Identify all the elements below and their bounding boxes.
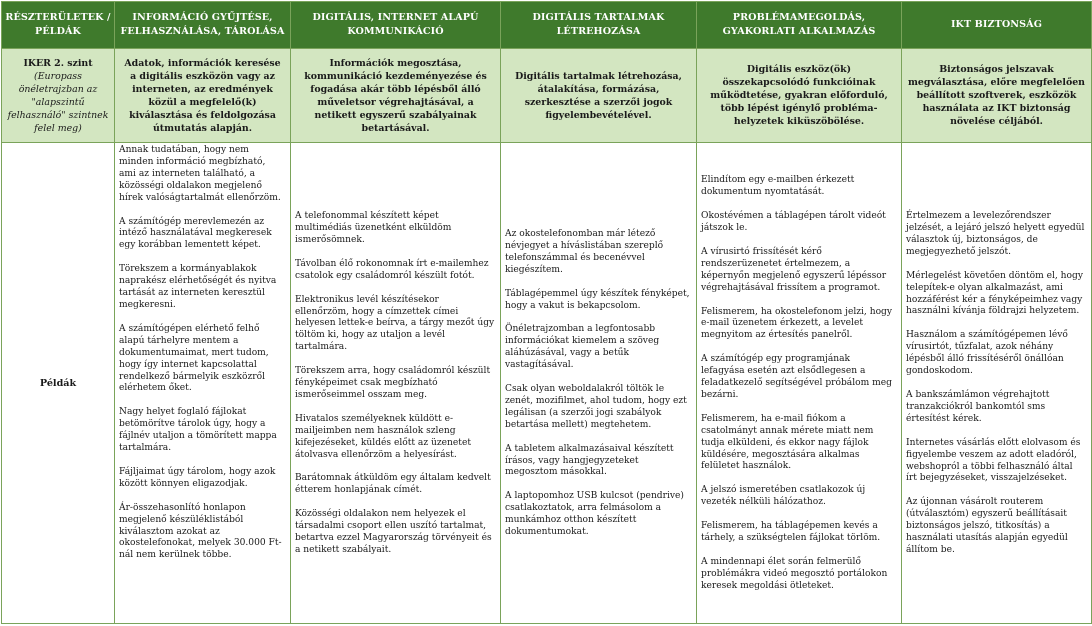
header-problem-solving: PROBLÉMAMEGOLDÁS, GYAKORLATI ALKALMAZÁS	[697, 2, 902, 49]
example-item: Hivatalos személyeknek küldött e-mailjeimben nem használok szleng kifejezéseket, küldés előtt az üzenetet átolvasva ellenőrzöm a helyesírást.	[295, 413, 471, 460]
level-row	[2, 49, 1092, 143]
example-item: Felismerem, ha okostelefonom jelzi, hogy e-mail üzenetem érkezett, a levelet megnyitom az értesítés panelről.	[701, 306, 893, 341]
level-desc-information: Adatok, információk keresése a digitális eszközön vagy az interneten, az eredmények közül a megfelelő(k) kiválasztása és feldolgozása útmutatás alapján.	[115, 49, 291, 143]
level-desc-content-creation: Digitális tartalmak létrehozása, átalakítása, formázása, szerkesztése a szerzői jogok figyelembevételével.	[501, 49, 697, 143]
example-item: Törekszem a kormányablakok naprakész elérhetőségét és nyitva tartását az interneten keresztül megkeresni.	[119, 264, 277, 310]
example-item: Nagy helyet foglaló fájlokat betömörítve tárolok úgy, hogy a fájlnév utaljon a tömörített mappa tartalmára.	[119, 407, 277, 454]
example-item: Használom a számítógépemen lévő vírusirtót, tűzfalat, azok néhány lépésből álló frissítéséről önállóan gondoskodom.	[906, 330, 1068, 377]
example-item: Fájljaimat úgy tárolom, hogy azok között könnyen eligazodjak.	[119, 466, 276, 489]
header-content-creation: DIGITÁLIS TARTALMAK LÉTREHOZÁSA	[501, 2, 697, 49]
examples-cell-ict-security	[902, 143, 1092, 624]
example-item: A mindennapi élet során felmerülő problémákra videó megosztó portálokon keresek megoldási ötleteket.	[701, 557, 888, 591]
example-item: Felismerem, ha e-mail fiókom a csatolmányt annak mérete miatt nem tudja elküldeni, és ekkor nagy fájlok küldésére, megosztására alkalmas felületet használok.	[701, 413, 874, 472]
example-item: A számítógépen elérhető felhő alapú tárhelyre mentem a dokumentumaimat, mert tudom, hogy így internet kapcsolattal rendelkező bármelyik eszközről elérhetem őket.	[119, 323, 269, 394]
examples-cell-content-creation	[501, 143, 697, 624]
example-item: A laptopomhoz USB kulcsot (pendrive) csatlakoztatok, arra felmásolom a munkámhoz otthon készített dokumentumokat.	[505, 491, 684, 538]
example-item: Barátomnak átküldöm egy általam kedvelt étterem honlapjának címét.	[295, 473, 491, 496]
competency-table	[1, 1, 1092, 624]
example-item: Törekszem arra, hogy családomról készült fényképeimet csak megbízható ismerőseimmel osszam meg.	[295, 366, 491, 400]
example-item: A vírusirtó frissítését kérő rendszerüzenetet értelmezem, a képernyőn megjelenő egyszerű lépéssor végrehajtásával frissítem a programot.	[701, 246, 887, 293]
header-information: INFORMÁCIÓ GYŰJTÉSE, FELHASZNÁLÁSA, TÁROLÁSA	[115, 2, 291, 49]
example-item: Felismerem, ha táblagépemen kevés a tárhely, a szükségtelen fájlokat törlöm.	[701, 521, 881, 544]
example-item: Az újonnan vásárolt routerem (útválasztóm) egyszerű beállításait biztonságos jelszó, titkosítás) a használati utasítás alapján egyedül állítom be.	[906, 497, 1068, 555]
level-desc-communication: Információk megosztása, kommunikáció kezdeményezése és fogadása akár több lépésből álló műveletsor végrehajtásával, a netikett egyszerű szabályainak betartásával.	[291, 49, 501, 143]
example-item: Közösségi oldalakon nem helyezek el társadalmi csoport ellen uszító tartalmat, betartva ezzel Magyarország törvényeit és a netikett szabályait.	[295, 509, 492, 556]
example-item: A jelszó ismeretében csatlakozok új vezeték nélküli hálózathoz.	[701, 485, 866, 508]
example-item: Elindítom egy e-mailben érkezett dokumentum nyomtatását.	[701, 175, 855, 198]
header-areas: RÉSZTERÜLETEK / PÉLDÁK	[2, 2, 115, 49]
example-item: Mérlegelést követően döntöm el, hogy telepítek-e olyan alkalmazást, ami hozzáférést kér a fényképeimhez vagy használni kívánja földrajzi helyzetem.	[906, 270, 1083, 317]
example-item: Táblagépemmel úgy készítek fényképet, hogy a vakut is bekapcsolom.	[505, 288, 690, 311]
example-item: Ár-összehasonlító honlapon megjelenő készüléklistából kiválasztom azokat az okostelefonokat, melyek 30.000 Ft-nál nem kerülnek többe.	[119, 502, 282, 561]
example-item: Internetes vásárlás előtt elolvasom és figyelembe veszem az adott eladóról, webshopról a többi felhasználó által írt bejegyzéseket, visszajelzéseket.	[906, 437, 1081, 484]
examples-cell-information	[115, 143, 291, 624]
example-item: Okostévémen a táblagépen tárolt videót játszok le.	[701, 211, 886, 233]
example-item: Önéletrajzomban a legfontosabb információkat kiemelem a szöveg aláhúzásával, vagy a betűk vastagításával.	[505, 324, 660, 371]
example-item: Az okostelefonomban már létező névjegyet a híváslistában szereplő telefonszámmal és becenévvel kiegészítem.	[505, 228, 664, 275]
header-communication: DIGITÁLIS, INTERNET ALAPÚ KOMMUNIKÁCIÓ	[291, 2, 501, 49]
example-item: A tabletem alkalmazásaival készített írásos, vagy hangjegyzeteket megosztom másokkal.	[505, 443, 674, 478]
examples-label: Példák	[2, 143, 115, 624]
level-desc-problem-solving: Digitális eszköz(ök) összekapcsolódó funkcióinak működtetése, gyakran előforduló, több lépést igénylő probléma-helyzetek kiküszöbölése.	[697, 49, 902, 143]
example-item: Elektronikus levél készítésekor ellenőrzöm, hogy a címzettek címei helyesen lettek-e beírva, a tárgy mezőt úgy töltöm ki, hogy az utaljon a levél tartalmára.	[295, 294, 495, 353]
example-item: A számítógép egy programjának lefagyása esetén azt elsődlegesen a feladatkezelő segítségével próbálom meg bezárni.	[701, 354, 892, 400]
examples-cell-problem-solving	[697, 143, 902, 624]
example-item: Értelmezem a levelezőrendszer jelzését, a lejáró jelszó helyett egyedül választok új, biztonságos, de megjegyezhető jelszót.	[906, 211, 1085, 257]
example-item: A bankszámlámon végrehajtott tranzakciókról bankomtól sms értesítést kérek.	[906, 390, 1050, 424]
level-desc-ict-security: Biztonságos jelszavak megválasztása, előre megfelelően beállított szoftverek, eszközök használata az IKT biztonság növelése céljából.	[902, 49, 1092, 143]
example-item: A telefonommal készített képet multimédiás üzenetként elküldöm ismerősömnek.	[295, 211, 452, 245]
header-ict-security: IKT BIZTONSÁG	[902, 2, 1092, 49]
examples-cell-communication	[291, 143, 501, 624]
header-row	[2, 2, 1092, 49]
level-title: IKER 2. szint	[23, 57, 93, 69]
example-item: A számítógép merevlemezén az intéző használatával megkeresek egy korábban lementett képet.	[119, 216, 272, 251]
level-label-cell	[2, 49, 115, 143]
example-item: Csak olyan weboldalakról töltök le zenét, mozifilmet, ahol tudom, hogy ezt legálisan (a szerzői jogi szabályok betartása mellett) megtehetem.	[505, 384, 687, 430]
example-item: Annak tudatában, hogy nem minden információ megbízható, ami az interneten található, a közösségi oldalakon megjelenő hírek valóságtartalmát ellenőrzöm.	[119, 145, 281, 203]
example-item: Távolban élő rokonomnak írt e-mailemhez csatolok egy családomról készült fotót.	[295, 258, 489, 281]
level-note: (Europass önéletrajzban az "alapszintű felhasználó" szintnek felel meg)	[7, 70, 109, 134]
examples-row	[2, 143, 1092, 624]
